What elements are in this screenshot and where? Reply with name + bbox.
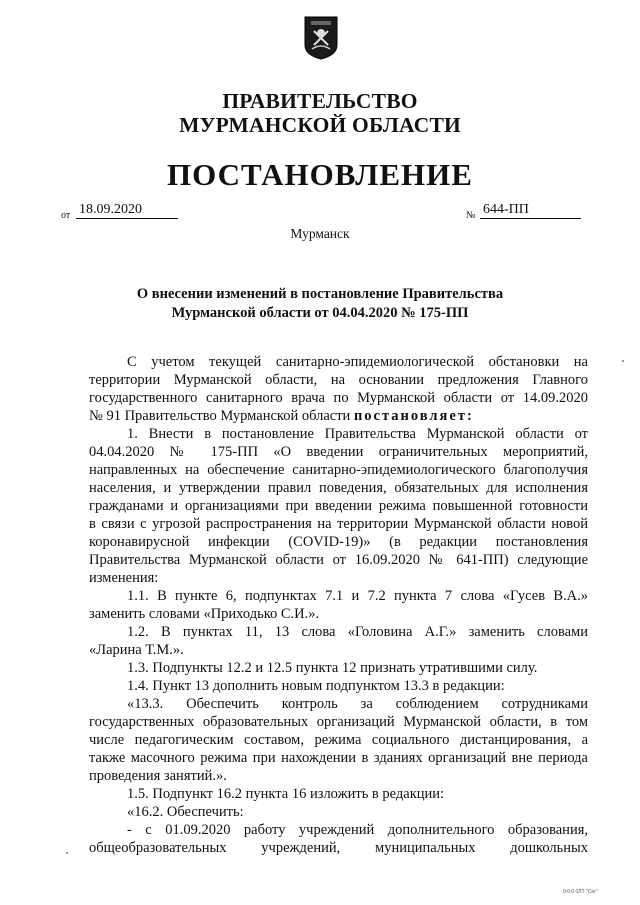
body-line: 1.1. В пункте 6, подпунктах 7.1 и 7.2 пункта 7 слова «Гусев В.А.»	[127, 588, 588, 604]
date-underline	[76, 218, 178, 219]
body-line-text: № 91 Правительство Мурманской области	[89, 408, 351, 424]
body-line: «13.3. Обеспечить контроль за соблюдением сотрудниками	[127, 696, 588, 712]
resolves-word: постановляет:	[353, 408, 474, 424]
print-stamp: 0:0:0 0ЛТ "Сег"	[563, 889, 598, 895]
body-line: - с 01.09.2020 работу учреждений дополнительного образования,	[127, 822, 588, 838]
body-line: также масочного режима при нахождении в зданиях организаций вне периода	[89, 750, 588, 766]
coat-of-arms-emblem	[303, 15, 339, 61]
body-line: «16.2. Обеспечить:	[127, 804, 244, 820]
body-line: изменения:	[89, 570, 159, 586]
scan-speck	[66, 852, 68, 854]
scan-speck	[622, 360, 624, 362]
body-line: общеобразовательных учреждений, муниципальных дошкольных	[89, 840, 588, 856]
body-line: 1.5. Подпункт 16.2 пункта 16 изложить в редакции:	[127, 786, 445, 802]
number-underline	[480, 218, 581, 219]
body-line: в связи с угрозой распространения на территории Мурманской области новой	[89, 516, 588, 532]
body-line: С учетом текущей санитарно-эпидемиологической обстановки на	[127, 354, 588, 370]
subject-line1: О внесении изменений в постановление Правительства	[136, 286, 504, 302]
body-line: направленных на обеспечение санитарно-эпидемиологического благополучия	[89, 462, 588, 478]
body-line: 04.04.2020 № 175-ПП «О введении ограничительных мероприятий,	[89, 444, 588, 460]
body-line: гражданами и организациями при введении режима повышенной готовности	[89, 498, 588, 514]
body-line: территории Мурманской области, на основании предложения Главного	[89, 372, 588, 388]
document-date: 18.09.2020	[79, 202, 142, 217]
document-type: ПОСТАНОВЛЕНИЕ	[167, 157, 473, 192]
body-line: 1.4. Пункт 13 дополнить новым подпунктом 13.3 в редакции:	[127, 678, 505, 694]
body-line: 1.3. Подпункты 12.2 и 12.5 пункта 12 признать утратившими силу.	[127, 660, 538, 676]
city: Мурманск	[290, 226, 350, 241]
body-line: проведения занятий.».	[89, 768, 227, 784]
body-line: 1.2. В пунктах 11, 13 слова «Головина А.Г.» заменить словами	[127, 624, 588, 640]
body-line: заменить словами «Приходько С.И.».	[89, 606, 320, 622]
body-line: числе педагогическим составом, режима социального дистанцирования, а	[89, 732, 588, 748]
number-prefix: №	[466, 210, 476, 221]
subject-line2: Мурманской области от 04.04.2020 № 175-ПП	[171, 305, 469, 321]
body-line: государственных образовательных организаций Мурманской области, в том	[89, 714, 588, 730]
body-line	[89, 407, 588, 425]
body-line: государственного санитарного врача по Мурманской области от 14.09.2020	[89, 390, 588, 406]
document-number: 644-ПП	[483, 202, 529, 217]
body-line: населения, и утверждении правил поведения, обязательных для исполнения	[89, 480, 588, 496]
body-line: «Ларина Т.М.».	[89, 642, 184, 658]
org-title-line2: МУРМАНСКОЙ ОБЛАСТИ	[179, 113, 461, 137]
date-prefix: от	[61, 210, 71, 221]
body-line: коронавирусной инфекции (COVID-19)» (в редакции постановления	[89, 534, 588, 550]
body-line: 1. Внести в постановление Правительства Мурманской области от	[127, 426, 588, 442]
body-line: Правительства Мурманской области от 16.09.2020 № 641-ПП) следующие	[89, 552, 588, 568]
org-title-line1: ПРАВИТЕЛЬСТВО	[222, 89, 418, 113]
